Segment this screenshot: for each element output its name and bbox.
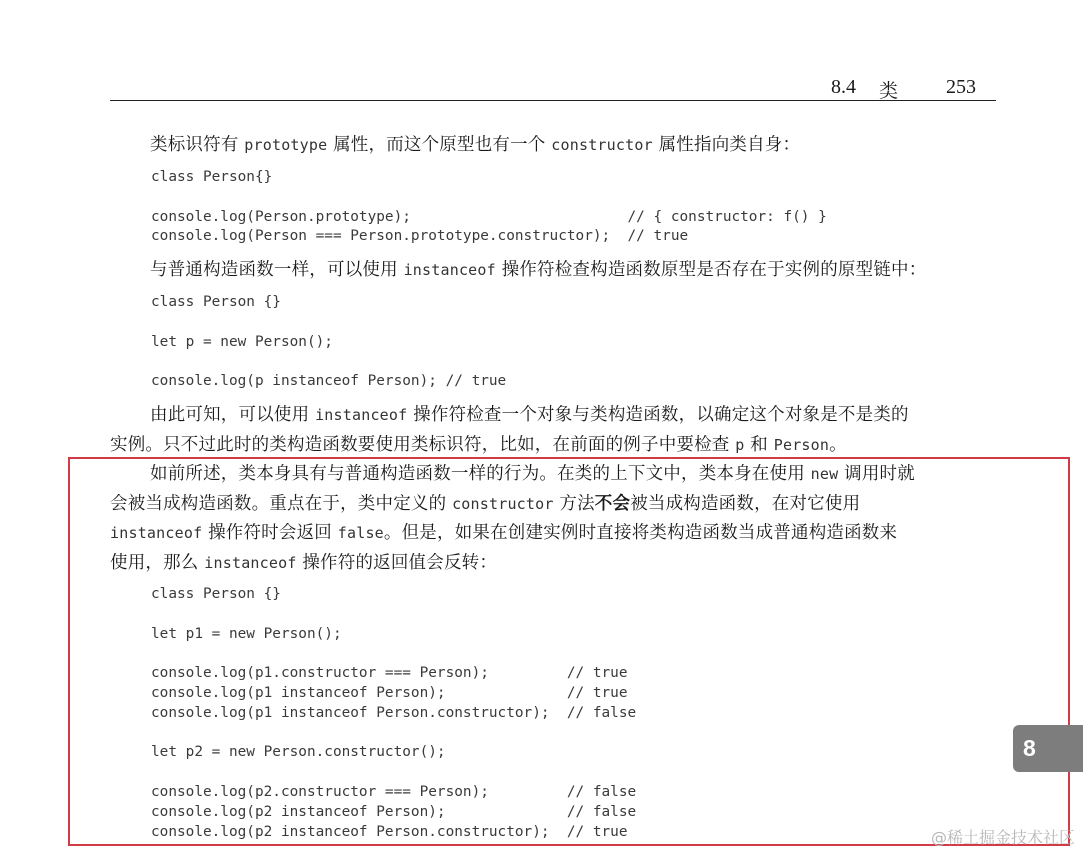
inline-code: prototype [244, 136, 328, 154]
paragraph-line: 与普通构造函数一样，可以使用 instanceof 操作符检查构造函数原型是否存在于实例的原型链中： [150, 260, 927, 280]
code-block-instanceof: class Person {} let p = new Person(); console.log(p instanceof Person); // true [151, 294, 507, 390]
running-header [110, 76, 996, 101]
inline-code: instanceof [315, 406, 408, 424]
code-block-prototype: class Person{} console.log(Person.prototype); // { constructor: f() } console.log(Person === Person.prototype.constructor); // true [151, 169, 827, 245]
paragraph-line: 类标识符有 prototype 属性，而这个原型也有一个 constructor 属性指向类自身： [150, 135, 801, 155]
chapter-tab: 8 [1013, 725, 1083, 772]
paragraph-line: 会被当成构造函数。重点在于，类中定义的 constructor 方法不会被当成构造函数，在对它使用 [110, 493, 861, 514]
paragraph-prototype [110, 131, 996, 161]
inline-code: constructor [452, 494, 554, 513]
inline-code: false [337, 524, 384, 542]
watermark: @稀土掘金技术社区 [930, 828, 1075, 847]
paragraph-line: 如前所述，类本身具有与普通构造函数一样的行为。在类的上下文中，类本身在使用 new 调用时就 [150, 464, 915, 484]
inline-code: instanceof [403, 261, 496, 279]
code-block-constructor: class Person {} let p1 = new Person(); console.log(p1.constructor === Person); // true console.log(p1 instanceof Person); // true console.log(p1 instanceof Person.constructor); // false let p2 = new Person.constructor(); console.log(p2.constructor === Person); // false console.log(p2 instanceof Person); // false console.log(p2 instanceof Person.constructor); // true [151, 586, 637, 840]
paragraph-line: 使用，那么 instanceof 操作符的返回值会反转： [110, 552, 498, 573]
inline-code: instanceof [110, 524, 203, 542]
emphasis-text: 不会 [594, 493, 631, 514]
section-title: 类 [878, 80, 898, 102]
inline-code: new [810, 465, 839, 483]
section-number: 8.4 [831, 76, 856, 98]
paragraph-line: 实例。只不过此时的类构造函数要使用类标识符，比如，在前面的例子中要检查 p 和 Person。 [110, 434, 847, 455]
paragraph-instanceof [110, 256, 996, 286]
inline-code: constructor [551, 136, 653, 154]
paragraph-line: 由此可知，可以使用 instanceof 操作符检查一个对象与类构造函数，以确定这个对象是不是类的 [150, 405, 909, 425]
page-number: 253 [946, 76, 976, 98]
highlight-box [68, 457, 1070, 846]
paragraph-conclusion [110, 401, 996, 460]
inline-code: Person [773, 435, 830, 454]
inline-code: p [735, 435, 745, 454]
inline-code: instanceof [204, 553, 297, 572]
paragraph-line: instanceof 操作符时会返回 false。但是，如果在创建实例时直接将类构造函数当成普通构造函数来 [110, 523, 898, 543]
